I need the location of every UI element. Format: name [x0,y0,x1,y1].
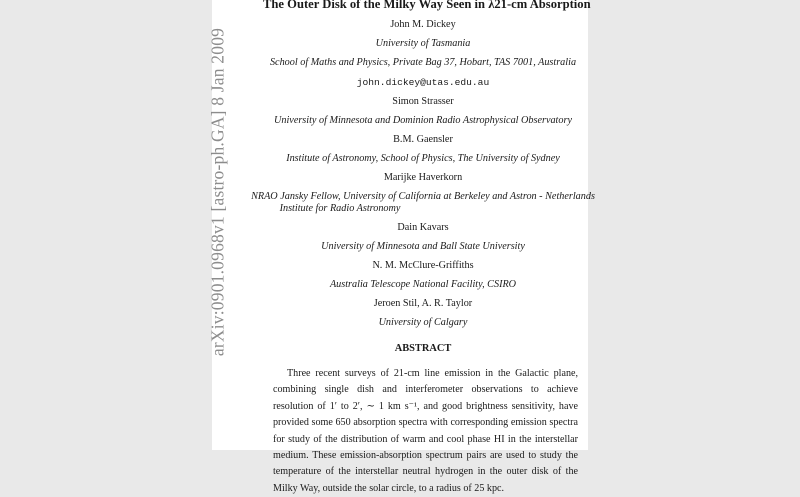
author-email[interactable]: john.dickey@utas.edu.au [356,77,490,88]
author-name: B.M. Gaensler [393,134,453,145]
author-name: Marijke Haverkorn [383,172,463,183]
author-affiliation: NRAO Jansky Fellow, University of California at Berkeley and Astron - Netherlands [251,191,595,202]
author-name: Jeroen Stil, A. R. Taylor [373,298,473,309]
abstract-text: Three recent surveys of 21-cm line emission in the Galactic plane, combining single dish and interferometer observations to achieve resolution of 1′ to 2′, ∼ 1 km s⁻¹, and good brightness sensitivity, have provided some 650 absorption spectra with corresponding emission spectra for study of the distribution of warm and cool phase HI in the interstellar medium. These emission-absorption spectrum pairs are used to study the temperature of the interstellar neutral hydrogen in the outer disk of the Milky Way, outside the solar circle, to a radius of 25 kpc. [273,368,578,494]
author-affiliation: University of Calgary [378,317,468,328]
author-affiliation-continued: Institute for Radio Astronomy [279,203,401,214]
abstract-heading: ABSTRACT [394,343,452,354]
arxiv-identifier-text: arXiv:0901.0968v1 [astro-ph.GA] 8 Jan 2009 [207,27,228,357]
author-affiliation: University of Minnesota and Dominion Radio Astrophysical Observatory [274,115,572,126]
author-name: N. M. McClure-Griffiths [372,260,474,271]
author-address: School of Maths and Physics, Private Bag 37, Hobart, TAS 7001, Australia [269,57,577,68]
author-affiliation: University of Minnesota and Ball State University [321,241,525,252]
author-affiliation: University of Tasmania [375,38,471,49]
author-affiliation: Institute of Astronomy, School of Physics, The University of Sydney [286,153,560,164]
author-name: John M. Dickey [390,19,456,30]
author-name: Dain Kavars [397,222,449,233]
author-affiliation: Australia Telescope National Facility, CSIRO [329,279,517,290]
paper-title: The Outer Disk of the Milky Way Seen in λ21-cm Absorption [263,0,591,11]
author-name: Simon Strasser [392,96,454,107]
